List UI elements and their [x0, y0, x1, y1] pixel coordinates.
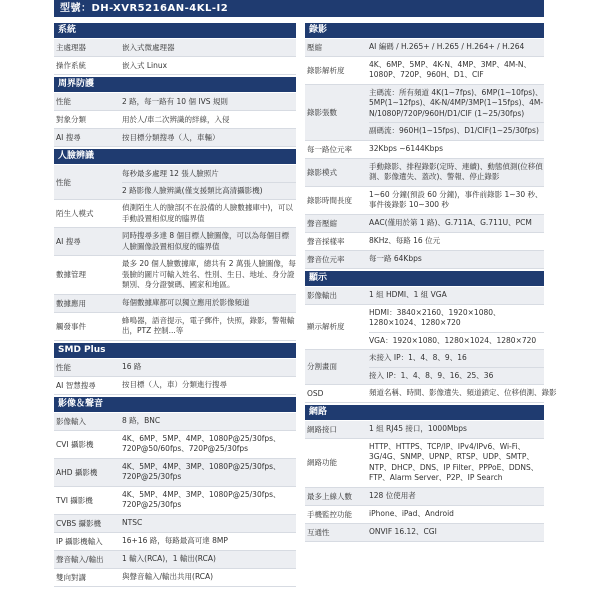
spec-value-line: 1 輸入(RCA)，1 輸出(RCA)	[122, 554, 216, 563]
spec-row	[305, 233, 544, 251]
spec-key: 互通性	[307, 527, 330, 537]
spec-value	[122, 313, 296, 340]
spec-key: 每一路位元率	[307, 144, 352, 154]
spec-key: AI 搜尋	[56, 133, 81, 142]
spec-column-left	[54, 23, 296, 587]
spec-value	[122, 39, 296, 56]
spec-key: 數據管理	[56, 270, 86, 280]
spec-key: CVI 攝影機	[56, 439, 94, 449]
spec-key: 聲音採樣率	[307, 236, 345, 246]
spec-value-line: 128 位使用者	[369, 491, 416, 500]
spec-value-line: 與聲音輸入/輸出共用(RCA)	[122, 572, 214, 581]
spec-value-line: 4K、5MP、4MP、3MP、1080P@25/30fps、720P@25/30fps	[122, 461, 281, 481]
spec-value-line: 每個數據庫都可以獨立應用於影像頻道	[122, 298, 250, 307]
spec-value	[369, 488, 544, 505]
spec-value	[369, 141, 544, 158]
spec-key: TVI 攝影機	[56, 495, 93, 505]
spec-row	[305, 385, 557, 403]
spec-value-line: 副碼流：960H(1~15fps)、D1/CIF(1~25/30fps)	[369, 122, 544, 140]
section-header: 周界防護	[54, 77, 296, 92]
spec-key: 聲音位元率	[307, 254, 345, 264]
spec-value-line: 1 組 HDMI、1 組 VGA	[369, 290, 447, 299]
spec-value-line: NTSC	[122, 518, 143, 527]
spec-value-line: 每一路 64Kbps	[369, 254, 422, 263]
spec-key: 觸發事件	[56, 321, 86, 331]
spec-value-line: 最多 20 個人臉數據庫，總共有 2 萬張人臉圖像，每張臉的圖片可輸入姓名、性別、生日、地址、身分證類別、身分證號碼、國家和地區。	[122, 259, 296, 289]
spec-row	[305, 85, 544, 141]
spec-value	[369, 251, 544, 268]
spec-row	[54, 551, 296, 569]
spec-value	[122, 93, 296, 110]
spec-value-line: iPhone、iPad、Android	[369, 509, 454, 518]
spec-value-line: 主碼流：所有頻道 4K(1~7fps)、6MP(1~10fps)、5MP(1~12fps)、4K-N/4MP/3MP(1~15fps)、4M-N/1080P/720P/960H/D1/CIF (1~25/30fps)	[369, 87, 544, 118]
spec-value-line: 頻道名稱、時間、影像遺失、頻道鎖定、位移偵測、錄影	[369, 388, 557, 397]
spec-value	[369, 39, 544, 56]
spec-row	[305, 506, 544, 524]
spec-row	[54, 200, 296, 228]
spec-value-line: 4K、6MP、5MP、4MP、1080P@25/30fps、720P@50/60fps、720P@25/30fps	[122, 433, 281, 453]
spec-value-line: 2 路影像人臉辨識(僅支援類比高清攝影機)	[122, 182, 296, 199]
spec-value-line: 按目標（人，車）分類進行搜尋	[122, 380, 227, 389]
spec-value	[122, 515, 296, 532]
spec-row	[54, 111, 296, 129]
spec-row	[54, 569, 296, 587]
spec-value	[369, 385, 557, 402]
spec-value	[369, 439, 544, 487]
spec-row	[54, 533, 296, 551]
spec-value-line: 16 路	[122, 362, 142, 371]
spec-row	[305, 141, 544, 159]
spec-value-line: 偵測陌生人的臉部(不在設備的人臉數據庫中)，可以手動設置相似度的臨界值	[122, 203, 293, 223]
spec-row	[305, 287, 544, 305]
spec-row	[305, 421, 544, 439]
spec-row	[54, 359, 296, 377]
spec-key: 分割畫面	[307, 362, 337, 371]
spec-key: AI 搜尋	[56, 237, 81, 246]
spec-value	[369, 350, 544, 384]
spec-row	[305, 187, 544, 215]
section-header: 網路	[305, 405, 544, 420]
spec-value	[122, 431, 296, 458]
spec-key: 錄影解析度	[307, 65, 345, 75]
spec-row	[54, 129, 296, 147]
spec-key: OSD	[307, 388, 324, 398]
spec-value	[369, 215, 544, 232]
spec-value-line: 接入 IP：1、4、8、9、16、25、36	[369, 367, 544, 384]
spec-value	[369, 85, 544, 140]
spec-key: 性能	[56, 362, 71, 372]
spec-row	[54, 431, 296, 459]
spec-key: 陌生人模式	[56, 209, 94, 218]
section-header: 錄影	[305, 23, 544, 38]
spec-value-line: 4K、6MP、5MP、4K-N、4MP、3MP、4M-N、1080P、720P、960H、D1、CIF	[369, 59, 532, 79]
spec-value-line: 未接入 IP：1、4、8、9、16	[369, 353, 467, 362]
section-header: 顯示	[305, 271, 544, 286]
spec-row	[54, 256, 296, 295]
section-header: 人臉辨識	[54, 149, 296, 164]
spec-value	[122, 551, 296, 568]
spec-key: IP 攝影機輸入	[56, 536, 103, 546]
spec-key: 性能	[56, 177, 71, 187]
spec-key: 壓縮	[307, 42, 322, 52]
spec-key: 操作系統	[56, 61, 86, 70]
spec-value-line: 蜂鳴器，語音提示，電子郵件，快照，錄影，警報輸出，PTZ 控制...等	[122, 315, 295, 335]
spec-row	[54, 377, 296, 395]
spec-row	[54, 459, 296, 487]
spec-value	[369, 524, 544, 541]
spec-row	[305, 215, 544, 233]
spec-key: 網路接口	[307, 424, 337, 434]
spec-key: 錄影時間長度	[307, 195, 352, 205]
spec-key: 手機監控功能	[307, 509, 352, 519]
spec-key: 最多上線人數	[307, 491, 352, 501]
spec-value-line: AAC(僅用於第 1 路)、G.711A、G.711U、PCM	[369, 218, 532, 227]
spec-value-line: 嵌入式 Linux	[122, 60, 168, 70]
spec-value	[122, 228, 296, 255]
spec-row	[305, 251, 544, 269]
spec-row	[54, 313, 296, 341]
spec-value	[369, 187, 544, 214]
spec-value	[122, 129, 296, 146]
spec-row	[305, 305, 544, 350]
spec-value-line: 用於人/車二次辨識的絆線，入侵	[122, 114, 230, 124]
spec-value	[122, 459, 296, 486]
spec-key: 聲音輸入/輸出	[56, 554, 104, 564]
section-header: 系統	[54, 23, 296, 38]
spec-key: 顯示解析度	[307, 322, 345, 331]
spec-value	[369, 305, 544, 349]
spec-value	[369, 159, 544, 186]
spec-value-line: 32Kbps ~6144Kbps	[369, 144, 443, 153]
spec-key: 錄影模式	[307, 167, 337, 177]
spec-value	[369, 506, 544, 523]
model-title: 型號：DH-XVR5216AN-4KL-I2	[54, 0, 544, 17]
spec-row	[54, 515, 296, 533]
spec-key: 對象分類	[56, 115, 86, 124]
spec-row	[305, 39, 544, 57]
spec-row	[305, 159, 544, 187]
spec-row	[305, 524, 544, 542]
spec-value-line: 8KHz、每路 16 位元	[369, 236, 441, 245]
spec-key: 影像輸出	[307, 290, 337, 300]
spec-value-line: 按目標分類搜尋（人，車輛）	[122, 132, 220, 142]
spec-value	[122, 533, 296, 550]
spec-value	[122, 413, 296, 430]
spec-row	[54, 413, 296, 431]
spec-key: 性能	[56, 97, 71, 106]
spec-key: 影像輸入	[56, 416, 86, 426]
spec-value	[122, 165, 296, 199]
spec-value	[122, 377, 296, 394]
spec-key: 主處理器	[56, 43, 86, 52]
spec-key: 雙向對講	[56, 572, 86, 582]
spec-row	[54, 93, 296, 111]
spec-value	[122, 111, 296, 128]
spec-value-line: 1~60 分鐘(預設 60 分鐘)，事件前錄影 1~30 秒、事件後錄影 10~300 秒	[369, 189, 543, 209]
spec-row	[54, 165, 296, 200]
spec-row	[54, 228, 296, 256]
spec-key: 錄影張數	[307, 107, 337, 117]
spec-value-line: 8 路，BNC	[122, 416, 161, 425]
spec-value-line: ONVIF 16.12、CGI	[369, 527, 437, 536]
spec-value	[369, 421, 544, 438]
spec-row	[54, 487, 296, 515]
spec-value	[122, 487, 296, 514]
spec-value-line: 1 組 RJ45 接口，1000Mbps	[369, 424, 467, 433]
spec-value-line: HDMI：3840×2160、1920×1080、1280×1024、1280×720	[369, 307, 501, 327]
spec-row	[305, 488, 544, 506]
spec-row	[54, 39, 296, 57]
spec-column-right	[305, 23, 557, 542]
spec-value	[122, 57, 296, 74]
spec-key: 數據應用	[56, 298, 86, 308]
section-header: SMD Plus	[54, 343, 296, 358]
spec-value	[369, 287, 544, 304]
spec-value-line: 2 路，每一路有 10 個 IVS 規則	[122, 96, 228, 106]
spec-key: 網路功能	[307, 458, 337, 467]
spec-key: AHD 攝影機	[56, 467, 98, 477]
spec-row	[305, 439, 544, 488]
spec-value-line: 嵌入式微處理器	[122, 42, 175, 52]
spec-value	[122, 256, 296, 294]
spec-key: AI 智慧搜尋	[56, 380, 96, 390]
spec-row	[305, 57, 544, 85]
section-header: 影像＆聲音	[54, 397, 296, 412]
spec-value-line: VGA：1920×1080、1280×1024、1280×720	[369, 332, 544, 349]
spec-row	[54, 57, 296, 75]
spec-row	[54, 295, 296, 313]
spec-value	[122, 295, 296, 312]
spec-value-line: 同時搜尋多達 8 個目標人臉圖像，可以為每個目標人臉圖像設置相似度的臨界值	[122, 231, 290, 251]
spec-value-line: HTTP、HTTPS、TCP/IP、IPv4/IPv6、Wi-Fi、3G/4G、SNMP、UPNP、RTSP、UDP、SMTP、NTP、DHCP、DNS、IP Filter、PPPoE、DDNS、FTP、Alarm Server、P2P、IP Search	[369, 441, 539, 482]
spec-row	[305, 350, 544, 385]
spec-value-line: 4K、5MP、4MP、3MP、1080P@25/30fps、720P@25/30fps	[122, 489, 281, 509]
spec-value-line: 手動錄影、排程錄影(定時、連續)、動態偵測(位移偵測、影像遺失、蓋改)、警報、停止錄影	[369, 161, 543, 181]
spec-key: 聲音壓縮	[307, 218, 337, 228]
spec-value-line: AI 編碼 / H.265+ / H.265 / H.264+ / H.264	[369, 42, 525, 51]
spec-value	[122, 359, 296, 376]
spec-value	[122, 569, 296, 586]
spec-value-line: 每秒最多處理 12 張人臉照片	[122, 168, 219, 178]
spec-value	[122, 200, 296, 227]
spec-value	[369, 57, 544, 84]
spec-key: CVBS 攝影機	[56, 518, 102, 528]
spec-value-line: 16+16 路，每路最高可達 8MP	[122, 536, 228, 545]
spec-value	[369, 233, 544, 250]
